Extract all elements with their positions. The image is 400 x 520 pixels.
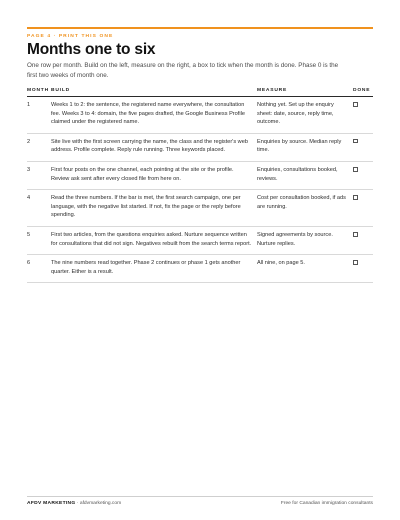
build-cell: Read the three numbers. If the bar is met, the first search campaign, one per language, with the negative list started. If not, fix the page or the reply before spending.: [51, 190, 257, 227]
build-cell: Site live with the first screen carrying the name, the class and the register's web address. Profile complete. Reply rule running. Three keywords placed.: [51, 133, 257, 161]
column-header-month: MONTH: [27, 85, 51, 97]
month-cell: 5: [27, 226, 51, 254]
month-cell: 1: [27, 97, 51, 134]
done-cell: [353, 226, 373, 254]
column-header-measure: MEASURE: [257, 85, 353, 97]
table-header-row: [27, 85, 373, 97]
measure-cell: Nothing yet. Set up the enquiry sheet: date, source, reply time, outcome.: [257, 97, 353, 134]
measure-cell: Signed agreements by source. Nurture replies.: [257, 226, 353, 254]
done-checkbox[interactable]: [353, 139, 358, 144]
done-cell: [353, 161, 373, 189]
build-cell: First four posts on the one channel, each pointing at the site or the profile. Review ask sent after every closed file from here on.: [51, 161, 257, 189]
done-cell: [353, 133, 373, 161]
month-cell: 3: [27, 161, 51, 189]
table-row: [27, 190, 373, 227]
done-cell: [353, 255, 373, 283]
measure-cell: Enquiries by source. Median reply time.: [257, 133, 353, 161]
table-row: [27, 161, 373, 189]
done-checkbox[interactable]: [353, 195, 358, 200]
intro-paragraph: One row per month. Build on the left, measure on the right, a box to tick when the month is done. Phase 0 is the first two weeks of month one.: [27, 62, 339, 79]
plan-table: [27, 85, 373, 283]
done-cell: [353, 97, 373, 134]
page-eyebrow: PAGE 4 · PRINT THIS ONE: [27, 34, 114, 39]
month-cell: 4: [27, 190, 51, 227]
done-checkbox[interactable]: [353, 102, 358, 107]
footer-note: Free for Canadian immigration consultants: [280, 501, 373, 506]
footer-rule: [27, 496, 373, 497]
build-cell: The nine numbers read together. Phase 2 continues or phase 1 gets another quarter. Either is a result.: [51, 255, 257, 283]
month-cell: 6: [27, 255, 51, 283]
table-row: [27, 226, 373, 254]
footer-left: [27, 501, 121, 506]
month-cell: 2: [27, 133, 51, 161]
page-title: Months one to six: [27, 41, 156, 58]
done-checkbox[interactable]: [353, 167, 358, 172]
measure-cell: Enquiries, consultations booked, reviews.: [257, 161, 353, 189]
done-checkbox[interactable]: [353, 232, 358, 237]
measure-cell: All nine, on page 5.: [257, 255, 353, 283]
footer-brand: AFDV MARKETING: [27, 501, 76, 506]
build-cell: Weeks 1 to 2: the sentence, the registered name everywhere, the consultation fee. Weeks 3 to 4: domain, the five pages drafted, the Google Business Profile claimed under the registered name.: [51, 97, 257, 134]
measure-cell: Cost per consultation booked, if ads are running.: [257, 190, 353, 227]
build-cell: First two articles, from the questions enquiries asked. Nurture sequence written for consultations that did not sign. Negatives rebuilt from the search terms report.: [51, 226, 257, 254]
footer-site: · afdvmarketing.com: [75, 501, 122, 506]
done-checkbox[interactable]: [353, 260, 358, 265]
table-row: [27, 97, 373, 134]
column-header-done: DONE: [353, 85, 373, 97]
top-accent-rule: [27, 27, 373, 29]
table-row: [27, 133, 373, 161]
table-row: [27, 255, 373, 283]
done-cell: [353, 190, 373, 227]
column-header-build: BUILD: [51, 85, 257, 97]
